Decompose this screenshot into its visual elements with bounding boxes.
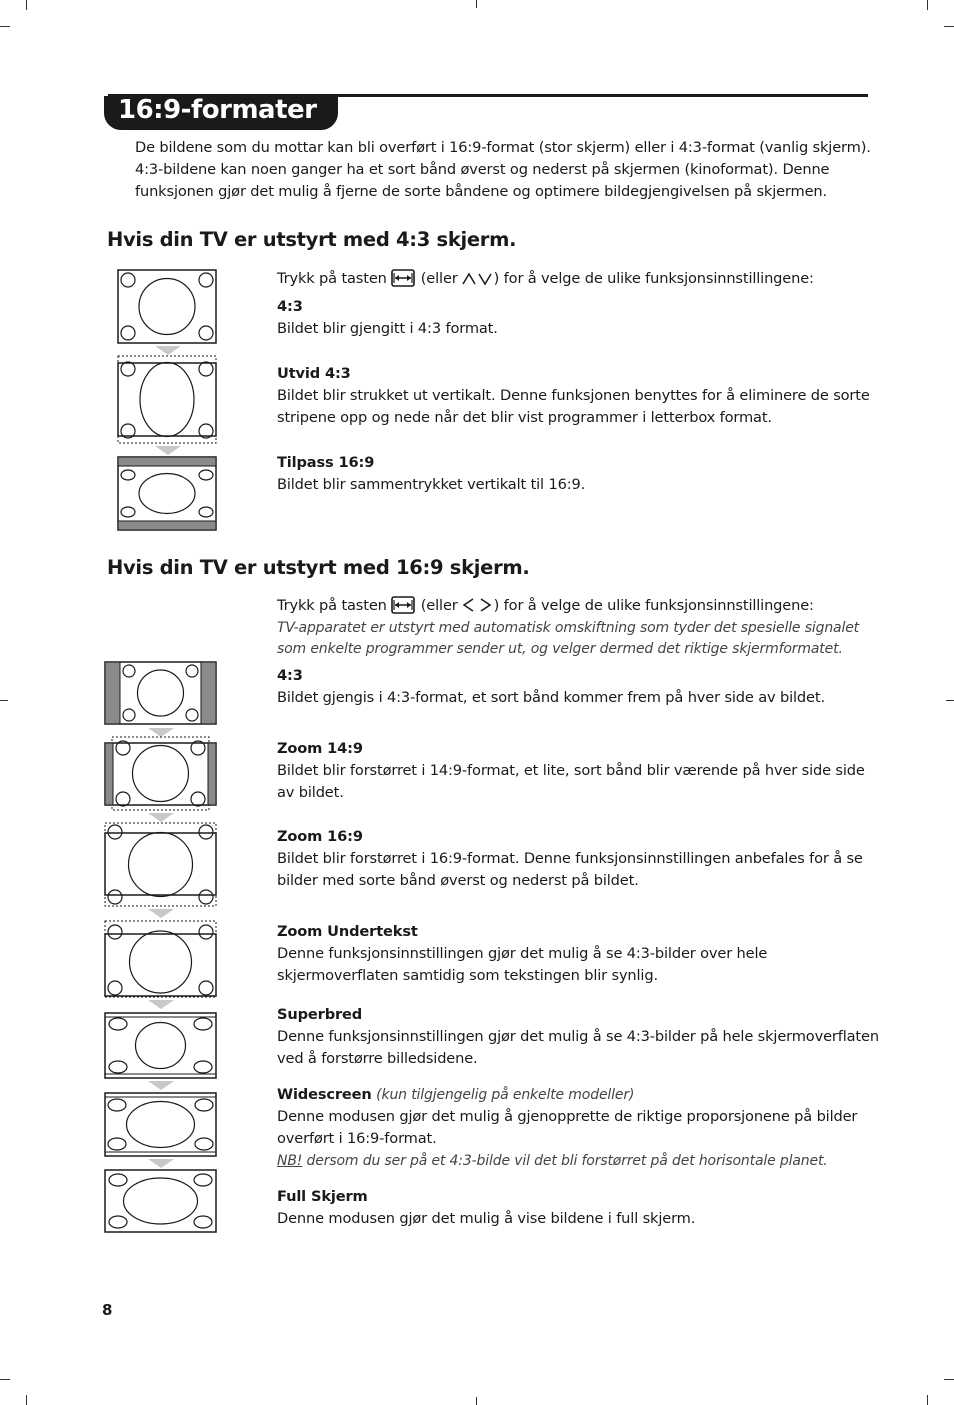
section-heading-169: Hvis din TV er utstyrt med 16:9 skjerm.	[107, 556, 530, 579]
press-instruction-169: Trykk på tasten (eller ) for å velge de ulike funksjonsinnstillingene:	[277, 595, 882, 620]
screen-widescreen-illustration	[104, 1092, 218, 1158]
screen-zoom149-illustration	[104, 736, 218, 812]
arrow-down-icon	[148, 1159, 174, 1169]
item-superbred: Superbred Denne funksjonsinnstillingen gjør det mulig å se 4:3-bilder på hele skjermoverflaten ved å forstørre billedsidene.	[277, 1006, 879, 1067]
format-key-icon	[391, 269, 415, 287]
crop-mark	[0, 1379, 10, 1380]
crop-mark	[946, 700, 954, 701]
crop-mark	[26, 1395, 27, 1405]
left-right-arrows-icon	[461, 597, 493, 620]
intro-paragraph: De bildene som du mottar kan bli overført i 16:9-format (stor skjerm) eller i 4:3-format (vanlig skjerm). 4:3-bildene kan noen ganger ha et sort bånd øverst og nederst på skjermen (kinoformat). Denne funksjonen gjør det mulig å fjerne de sorte båndene og optimere bildegjengivelsen på skjermen.	[135, 139, 871, 200]
screen-superbred-illustration	[104, 1012, 218, 1080]
crop-mark	[944, 1379, 954, 1380]
crop-mark	[927, 0, 928, 10]
section-heading-43: Hvis din TV er utstyrt med 4:3 skjerm.	[107, 228, 517, 251]
screen-43-illustration	[117, 269, 219, 345]
arrow-down-icon	[148, 1000, 174, 1010]
press-instruction-43: Trykk på tasten (eller ) for å velge de ulike funksjonsinnstillingene:	[277, 268, 882, 293]
item-widescreen: Widescreen (kun tilgjengelig på enkelte modeller) Denne modusen gjør det mulig å gjenopprette de riktige proporsjonene på bilder overført i 16:9-format. NB! dersom du ser på et 4:3-bilde vil det bli forstørret på det horisontale planet.	[277, 1086, 858, 1169]
format-key-icon	[391, 596, 415, 614]
item-zoom-undertekst: Zoom Undertekst Denne funksjonsinnstillingen gjør det mulig å se 4:3-bilder over hele skjermoverflaten samtidig som tekstingen blir synlig.	[277, 923, 768, 984]
page-number: 8	[102, 1301, 113, 1319]
arrow-down-icon	[155, 446, 181, 456]
item-169-43: 4:3 Bildet gjengis i 4:3-format, et sort bånd kommer frem på hver side av bildet.	[277, 667, 825, 706]
item-zoom-169: Zoom 16:9 Bildet blir forstørret i 16:9-format. Denne funksjonsinnstillingen anbefales for å se bilder med sorte bånd øverst og nederst på bildet.	[277, 828, 863, 889]
up-down-arrows-icon	[461, 271, 493, 293]
screen-tilpass-illustration	[117, 456, 219, 532]
screen-zoom-undertekst-illustration	[104, 920, 218, 999]
crop-mark	[476, 0, 477, 8]
crop-mark	[0, 26, 10, 27]
screen-utvid-illustration	[117, 355, 219, 445]
auto-switch-note: TV-apparatet er utstyrt med automatisk omskiftning som tyder det spesielle signalet som enkelte programmer sender ut, og velger dermed det riktige skjermformatet.	[277, 620, 860, 657]
item-utvid-43: Utvid 4:3 Bildet blir strukket ut vertikalt. Denne funksjonen benyttes for å eliminere de sorte stripene opp og nede når det blir vist programmer i letterbox format.	[277, 365, 870, 426]
crop-mark	[0, 700, 8, 701]
crop-mark	[26, 0, 27, 10]
crop-mark	[944, 26, 954, 27]
item-43: 4:3 Bildet blir gjengitt i 4:3 format.	[277, 298, 498, 337]
crop-mark	[927, 1395, 928, 1405]
item-zoom-149: Zoom 14:9 Bildet blir forstørret i 14:9-format, et lite, sort bånd blir værende på hver side side av bildet.	[277, 740, 865, 801]
item-tilpass-169: Tilpass 16:9 Bildet blir sammentrykket vertikalt til 16:9.	[277, 454, 586, 493]
page-title: 16:9-formater	[118, 95, 317, 125]
item-full-skjerm: Full Skjerm Denne modusen gjør det mulig å vise bildene i full skjerm.	[277, 1188, 696, 1227]
screen-full-skjerm-illustration	[104, 1169, 218, 1234]
crop-mark	[476, 1397, 477, 1405]
arrow-down-icon	[148, 1081, 174, 1091]
arrow-down-icon	[148, 909, 174, 919]
screen-zoom169-illustration	[104, 822, 218, 908]
screen-169-43-illustration	[104, 661, 218, 726]
